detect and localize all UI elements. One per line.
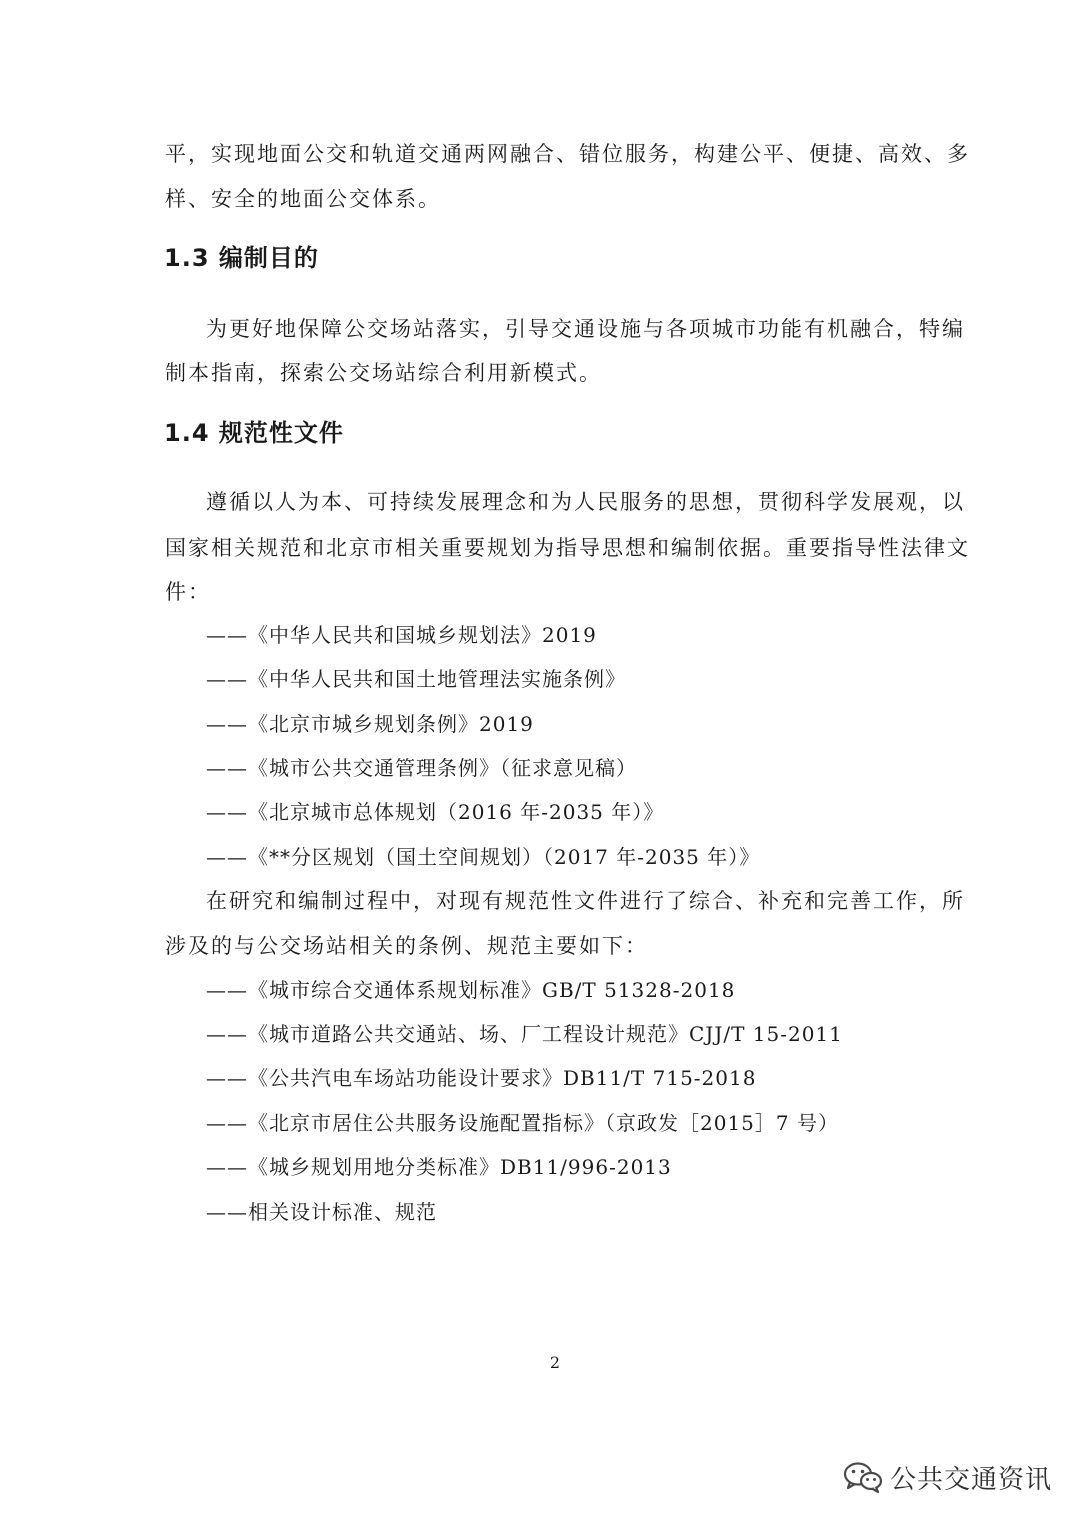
paragraph-line: 涉及的与公交场站相关的条例、规范主要如下： (165, 934, 648, 958)
standard-list-item: ——《城市道路公共交通站、场、厂工程设计规范》CJJ/T 15-2011 (206, 1022, 843, 1046)
watermark-text: 公共交通资讯 (890, 1464, 1053, 1495)
paragraph-line: 在研究和编制过程中，对现有规范性文件进行了综合、补充和完善工作，所 (206, 889, 965, 913)
paragraph-line: 为更好地保障公交场站落实，引导交通设施与各项城市功能有机融合，特编 (206, 317, 965, 341)
standard-list-item: ——《公共汽电车场站功能设计要求》DB11/T 715-2018 (206, 1066, 757, 1090)
standard-list-item: ——相关设计标准、规范 (206, 1200, 437, 1224)
paragraph-line: 国家相关规范和北京市相关重要规划为指导思想和编制依据。重要指导性法律文 (165, 536, 970, 560)
standard-list-item: ——《城市综合交通体系规划标准》GB/T 51328-2018 (206, 978, 736, 1002)
standard-list-item: ——《北京市居住公共服务设施配置指标》（京政发［2015］7 号） (206, 1111, 839, 1135)
wechat-icon (842, 1460, 884, 1494)
continuation-line-1: 平，实现地面公交和轨道交通两网融合、错位服务，构建公平、便捷、高效、多 (165, 142, 970, 166)
standard-list-item: ——《城乡规划用地分类标准》DB11/996-2013 (206, 1155, 672, 1179)
paragraph-line: 制本指南，探索公交场站综合利用新模式。 (165, 361, 602, 385)
paragraph-line: 遵循以人为本、可持续发展理念和为人民服务的思想，贯彻科学发展观，以 (206, 490, 965, 514)
page-number: 2 (549, 1353, 561, 1372)
law-list-item: ——《**分区规划（国土空间规划）（2017 年-2035 年）》 (206, 845, 761, 869)
law-list-item: ——《中华人民共和国土地管理法实施条例》 (206, 667, 626, 691)
section-heading-1-4: 1.4 规范性文件 (164, 419, 344, 447)
law-list-item: ——《城市公共交通管理条例》（征求意见稿） (206, 756, 637, 780)
law-list-item: ——《北京城市总体规划（2016 年-2035 年）》 (206, 800, 665, 824)
watermark (842, 1457, 1052, 1497)
law-list-item: ——《北京市城乡规划条例》2019 (206, 712, 534, 736)
paragraph-line: 件： (165, 580, 211, 604)
section-heading-1-3: 1.3 编制目的 (164, 244, 319, 272)
law-list-item: ——《中华人民共和国城乡规划法》2019 (206, 623, 597, 647)
continuation-line-2: 样、安全的地面公交体系。 (165, 187, 441, 211)
